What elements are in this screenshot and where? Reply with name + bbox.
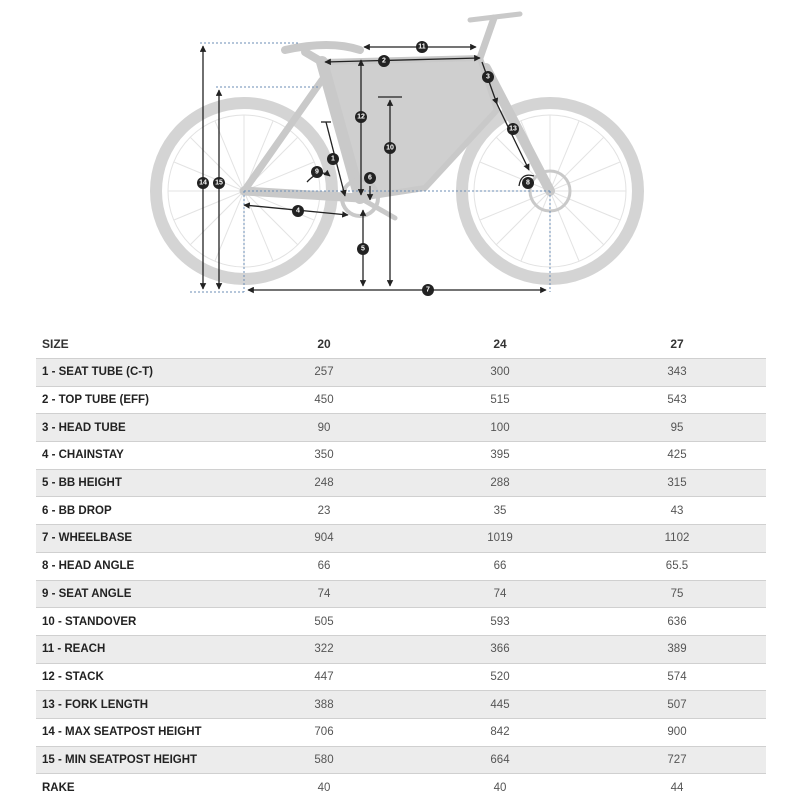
svg-text:15: 15 bbox=[215, 180, 223, 187]
row-value: 257 bbox=[236, 359, 412, 387]
table-row bbox=[36, 608, 766, 636]
row-value: 40 bbox=[412, 774, 588, 801]
row-value: 520 bbox=[412, 663, 588, 691]
table-row bbox=[36, 442, 766, 470]
row-value: 664 bbox=[412, 746, 588, 774]
row-value: 66 bbox=[236, 552, 412, 580]
svg-text:5: 5 bbox=[361, 246, 365, 253]
svg-text:10: 10 bbox=[386, 145, 394, 152]
row-value: 904 bbox=[236, 525, 412, 553]
marker-8 bbox=[522, 177, 534, 189]
row-value: 636 bbox=[588, 608, 766, 636]
table-row bbox=[36, 718, 766, 746]
row-value: 425 bbox=[588, 442, 766, 470]
row-value: 515 bbox=[412, 386, 588, 414]
row-value: 66 bbox=[412, 552, 588, 580]
row-value: 23 bbox=[236, 497, 412, 525]
row-value: 505 bbox=[236, 608, 412, 636]
row-value: 300 bbox=[412, 359, 588, 387]
row-label: 4 - CHAINSTAY bbox=[36, 442, 236, 470]
marker-6 bbox=[364, 172, 376, 184]
row-label: 8 - HEAD ANGLE bbox=[36, 552, 236, 580]
table-row bbox=[36, 552, 766, 580]
table-header-row bbox=[36, 330, 766, 359]
table-row bbox=[36, 663, 766, 691]
geometry-table bbox=[36, 330, 766, 801]
table-row bbox=[36, 746, 766, 774]
row-value: 350 bbox=[236, 442, 412, 470]
row-value: 727 bbox=[588, 746, 766, 774]
svg-text:13: 13 bbox=[509, 126, 517, 133]
table-row bbox=[36, 774, 766, 801]
row-value: 580 bbox=[236, 746, 412, 774]
svg-text:3: 3 bbox=[486, 74, 490, 81]
geometry-table-body bbox=[36, 359, 766, 801]
row-value: 343 bbox=[588, 359, 766, 387]
row-value: 388 bbox=[236, 691, 412, 719]
row-value: 95 bbox=[588, 414, 766, 442]
row-value: 1019 bbox=[412, 525, 588, 553]
marker-3 bbox=[482, 71, 494, 83]
row-label: 3 - HEAD TUBE bbox=[36, 414, 236, 442]
row-value: 288 bbox=[412, 469, 588, 497]
row-label: 15 - MIN SEATPOST HEIGHT bbox=[36, 746, 236, 774]
row-label: 5 - BB HEIGHT bbox=[36, 469, 236, 497]
row-label: 7 - WHEELBASE bbox=[36, 525, 236, 553]
row-value: 593 bbox=[412, 608, 588, 636]
svg-text:7: 7 bbox=[426, 287, 430, 294]
row-label: 1 - SEAT TUBE (C-T) bbox=[36, 359, 236, 387]
svg-text:2: 2 bbox=[382, 58, 386, 65]
row-value: 43 bbox=[588, 497, 766, 525]
row-value: 44 bbox=[588, 774, 766, 801]
row-value: 447 bbox=[236, 663, 412, 691]
bike-geometry-diagram bbox=[0, 0, 800, 310]
table-row bbox=[36, 691, 766, 719]
row-value: 507 bbox=[588, 691, 766, 719]
row-value: 74 bbox=[412, 580, 588, 608]
row-value: 389 bbox=[588, 635, 766, 663]
svg-text:1: 1 bbox=[331, 156, 335, 163]
row-value: 1102 bbox=[588, 525, 766, 553]
row-label: 2 - TOP TUBE (EFF) bbox=[36, 386, 236, 414]
row-value: 75 bbox=[588, 580, 766, 608]
svg-text:9: 9 bbox=[315, 169, 319, 176]
row-label: RAKE bbox=[36, 774, 236, 801]
marker-9 bbox=[311, 166, 323, 178]
row-value: 574 bbox=[588, 663, 766, 691]
marker-13 bbox=[507, 123, 519, 135]
svg-text:12: 12 bbox=[357, 114, 365, 121]
row-value: 543 bbox=[588, 386, 766, 414]
table-row bbox=[36, 580, 766, 608]
svg-text:6: 6 bbox=[368, 175, 372, 182]
marker-5 bbox=[357, 243, 369, 255]
row-label: 12 - STACK bbox=[36, 663, 236, 691]
marker-1 bbox=[327, 153, 339, 165]
row-value: 100 bbox=[412, 414, 588, 442]
row-value: 35 bbox=[412, 497, 588, 525]
row-label: 11 - REACH bbox=[36, 635, 236, 663]
svg-text:14: 14 bbox=[199, 180, 207, 187]
marker-12 bbox=[355, 111, 367, 123]
row-label: 10 - STANDOVER bbox=[36, 608, 236, 636]
row-value: 366 bbox=[412, 635, 588, 663]
row-label: 14 - MAX SEATPOST HEIGHT bbox=[36, 718, 236, 746]
svg-text:4: 4 bbox=[296, 208, 300, 215]
column-header-20: 20 bbox=[236, 330, 412, 359]
column-header-24: 24 bbox=[412, 330, 588, 359]
marker-14 bbox=[197, 177, 209, 189]
row-value: 90 bbox=[236, 414, 412, 442]
table-row bbox=[36, 359, 766, 387]
row-value: 842 bbox=[412, 718, 588, 746]
table-row bbox=[36, 525, 766, 553]
row-value: 315 bbox=[588, 469, 766, 497]
row-label: 9 - SEAT ANGLE bbox=[36, 580, 236, 608]
row-value: 706 bbox=[236, 718, 412, 746]
row-value: 395 bbox=[412, 442, 588, 470]
bike-silhouette bbox=[156, 14, 638, 279]
table-row bbox=[36, 414, 766, 442]
marker-4 bbox=[292, 205, 304, 217]
column-header-size: SIZE bbox=[36, 330, 236, 359]
column-header-27: 27 bbox=[588, 330, 766, 359]
table-row bbox=[36, 635, 766, 663]
table-row bbox=[36, 469, 766, 497]
table-row bbox=[36, 497, 766, 525]
row-label: 13 - FORK LENGTH bbox=[36, 691, 236, 719]
row-value: 65.5 bbox=[588, 552, 766, 580]
marker-15 bbox=[213, 177, 225, 189]
table-row bbox=[36, 386, 766, 414]
svg-text:8: 8 bbox=[526, 180, 530, 187]
row-value: 900 bbox=[588, 718, 766, 746]
row-value: 450 bbox=[236, 386, 412, 414]
row-value: 74 bbox=[236, 580, 412, 608]
marker-2 bbox=[378, 55, 390, 67]
row-value: 40 bbox=[236, 774, 412, 801]
row-value: 248 bbox=[236, 469, 412, 497]
svg-text:11: 11 bbox=[418, 44, 426, 51]
marker-7 bbox=[422, 284, 434, 296]
row-label: 6 - BB DROP bbox=[36, 497, 236, 525]
row-value: 322 bbox=[236, 635, 412, 663]
marker-10 bbox=[384, 142, 396, 154]
row-value: 445 bbox=[412, 691, 588, 719]
marker-11 bbox=[416, 41, 428, 53]
